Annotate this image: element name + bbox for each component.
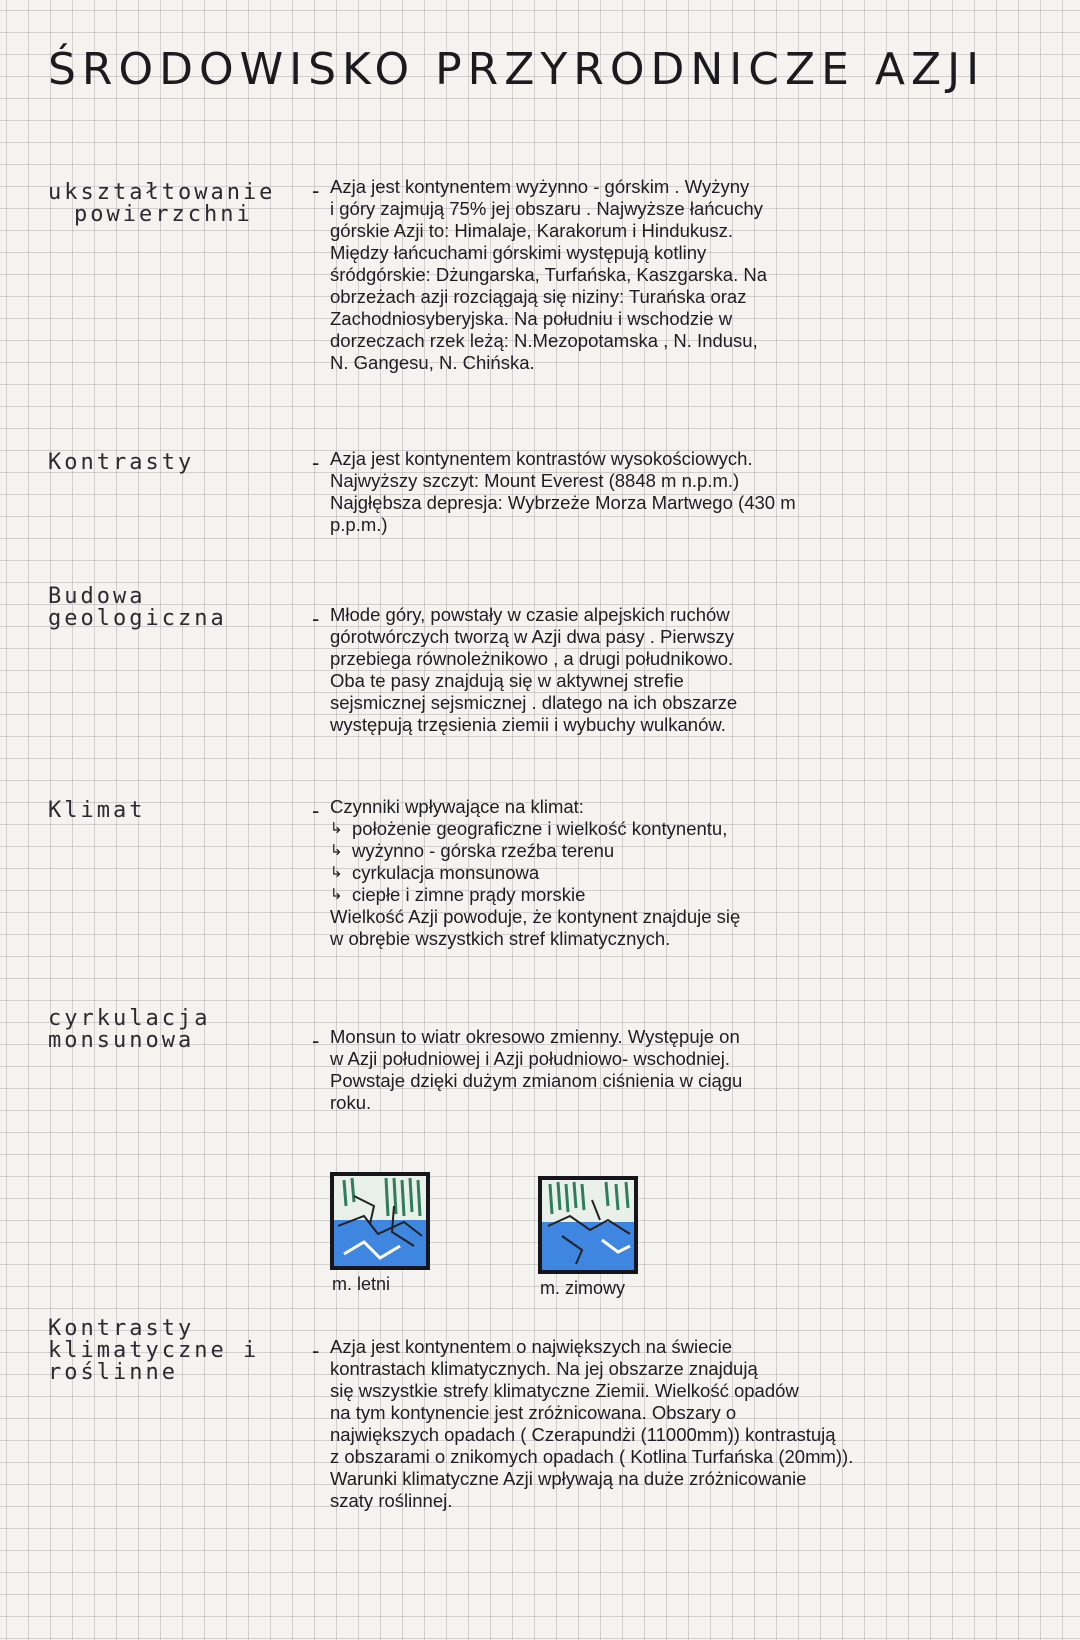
label-line: klimatyczne i <box>48 1338 260 1363</box>
dash: - <box>312 1028 320 1053</box>
section-content <box>330 604 1020 736</box>
curved-arrow-icon: ↳ <box>330 886 343 903</box>
text-line: Wielkość Azji powoduje, że kontynent znajduje się <box>330 906 741 927</box>
text-line: Powstaje dzięki dużym zmianom ciśnienia w ciągu <box>330 1070 743 1091</box>
dash: - <box>312 450 320 475</box>
label-line: cyrkulacja <box>48 1006 211 1031</box>
section-label <box>48 452 308 474</box>
text-line: występują trzęsienia ziemii i wybuchy wulkanów. <box>330 714 726 735</box>
section-label <box>48 1008 308 1052</box>
text-line: Najwyższy szczyt: Mount Everest (8848 m n.p.m.) <box>330 470 740 491</box>
dash: - <box>312 606 320 631</box>
curved-arrow-icon: ↳ <box>330 842 343 859</box>
list-item <box>330 818 1020 840</box>
list-item <box>330 862 1020 884</box>
label-line: Budowa <box>48 584 146 609</box>
curved-arrow-icon: ↳ <box>330 820 343 837</box>
text-line: i góry zajmują 75% jej obszaru . Najwyższe łańcuchy <box>330 198 763 219</box>
text-line: Monsun to wiatr okresowo zmienny. Występuje on <box>330 1026 740 1047</box>
list-item <box>330 884 1020 906</box>
text-line: górotwórczych tworzą w Azji dwa pasy . Pierwszy <box>330 626 735 647</box>
text-line: Azja jest kontynentem kontrastów wysokościowych. <box>330 448 753 469</box>
text-line: p.p.m.) <box>330 514 388 535</box>
text-line: Najgłębsza depresja: Wybrzeże Morza Martwego (430 m <box>330 492 796 513</box>
summer-monsoon-map <box>330 1172 430 1270</box>
section-content <box>330 176 1020 374</box>
section-content <box>330 796 1020 950</box>
winter-monsoon-map <box>538 1176 638 1274</box>
map-drawing <box>334 1176 426 1266</box>
text-line: szaty roślinnej. <box>330 1490 453 1511</box>
page-title: ŚRODOWISKO PRZYRODNICZE AZJI <box>48 44 986 95</box>
list-item-text: położenie geograficzne i wielkość kontynentu, <box>352 818 728 839</box>
text-line: sejsmicznej sejsmicznej . dlatego na ich obszarze <box>330 692 738 713</box>
text-line: Czynniki wpływające na klimat: <box>330 796 584 817</box>
climate-factors-list <box>330 818 1020 906</box>
monsoon-maps <box>330 1172 730 1332</box>
label-line: powierzchni <box>74 202 253 227</box>
text-line: przebiega równoleżnikowo , a drugi południkowo. <box>330 648 734 669</box>
label-line: monsunowa <box>48 1028 195 1053</box>
label-line: roślinne <box>48 1360 178 1385</box>
text-line: N. Gangesu, N. Chińska. <box>330 352 535 373</box>
dash: - <box>312 178 320 203</box>
label-line: Kontrasty <box>48 450 195 475</box>
section-content <box>330 448 1020 536</box>
text-line: Azja jest kontynentem wyżynno - górskim . Wyżyny <box>330 176 750 197</box>
section-label <box>48 586 308 630</box>
section-label <box>48 1318 308 1384</box>
dash: - <box>312 1338 320 1363</box>
text-line: w Azji południowej i Azji południowo- wschodniej. <box>330 1048 731 1069</box>
text-line: Między łańcuchami górskimi występują kotliny <box>330 242 707 263</box>
text-line: kontrastach klimatycznych. Na jej obszarze znajdują <box>330 1358 758 1379</box>
text-line: śródgórskie: Dżungarska, Turfańska, Kaszgarska. Na <box>330 264 767 285</box>
list-item-text: wyżynno - górska rzeźba terenu <box>352 840 615 861</box>
list-item <box>330 840 1020 862</box>
section-label <box>48 182 308 226</box>
map-drawing <box>542 1180 634 1270</box>
text-line: na tym kontynencie jest zróżnicowana. Obszary o <box>330 1402 737 1423</box>
list-item-text: cyrkulacja monsunowa <box>352 862 540 883</box>
text-line: Zachodniosyberyjska. Na południu i wschodzie w <box>330 308 733 329</box>
section-content <box>330 1026 1020 1114</box>
text-line: Warunki klimatyczne Azji wpływają na duże zróżnicowanie <box>330 1468 807 1489</box>
text-line: górskie Azji to: Himalaje, Karakorum i Hindukusz. <box>330 220 734 241</box>
section-content <box>330 1336 1020 1512</box>
text-line: obrzeżach azji rozciągają się niziny: Turańska oraz <box>330 286 747 307</box>
label-line: geologiczna <box>48 606 227 631</box>
map-caption: m. zimowy <box>540 1278 625 1298</box>
text-line: roku. <box>330 1092 372 1113</box>
curved-arrow-icon: ↳ <box>330 864 343 881</box>
text-line: dorzeczach rzek leżą: N.Mezopotamska , N. Indusu, <box>330 330 758 351</box>
text-line: z obszarami o znikomych opadach ( Kotlina Turfańska (20mm)). <box>330 1446 854 1467</box>
dash: - <box>312 798 320 823</box>
text-line: w obrębie wszystkich stref klimatycznych. <box>330 928 671 949</box>
text-line: największych opadach ( Czerapundżi (11000mm)) kontrastują <box>330 1424 836 1445</box>
text-line: Młode góry, powstały w czasie alpejskich ruchów <box>330 604 730 625</box>
label-line: Kontrasty <box>48 1316 195 1341</box>
section-label <box>48 800 308 822</box>
text-line: Oba te pasy znajdują się w aktywnej strefie <box>330 670 684 691</box>
text-line: się wszystkie strefy klimatyczne Ziemii. Wielkość opadów <box>330 1380 799 1401</box>
list-item-text: ciepłe i zimne prądy morskie <box>352 884 586 905</box>
label-line: Klimat <box>48 798 146 823</box>
text-line: Azja jest kontynentem o największych na świecie <box>330 1336 733 1357</box>
map-caption: m. letni <box>332 1274 391 1294</box>
label-line: ukształtowanie <box>48 180 276 205</box>
